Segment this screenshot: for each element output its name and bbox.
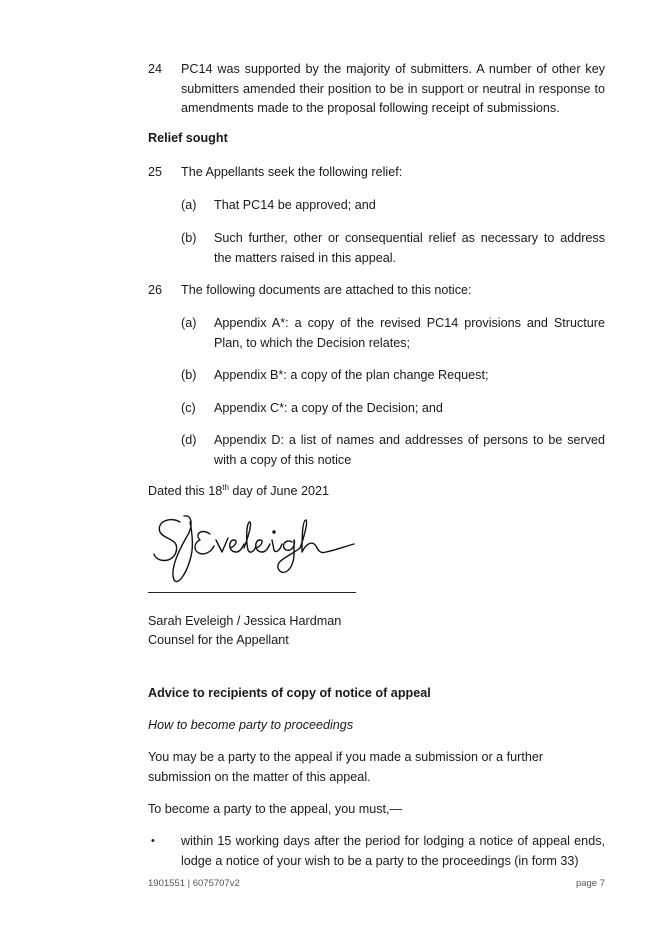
para-26-item-a-label: (a) [181,316,197,330]
advice-subheading: How to become party to proceedings [148,718,354,732]
signature-line [148,592,356,593]
dated-ordinal: th [222,482,229,492]
dated-prefix: Dated this 18 [148,484,223,498]
para-26-item-a-text: Appendix A*: a copy of the revised PC14 provisions and Structure Plan, to which the Decision relates; [214,316,605,350]
para-26-item-b-text: Appendix B*: a copy of the plan change Request; [214,368,489,382]
advice-paragraph-2: To become a party to the appeal, you must,— [148,802,403,816]
para-24-number: 24 [148,62,163,76]
relief-sought-heading: Relief sought [148,131,228,145]
para-25-item-a-label: (a) [181,198,197,212]
para-25-item-a-text: That PC14 be approved; and [214,198,376,212]
para-25-item-b-label: (b) [181,231,197,245]
para-26-number: 26 [148,283,163,297]
para-26-item-c-text: Appendix C*: a copy of the Decision; and [214,401,443,415]
signatory-names: Sarah Eveleigh / Jessica Hardman [148,614,342,628]
footer-page-number: page 7 [575,878,605,889]
para-25-item-b-text: Such further, other or consequential relief as necessary to address the matters raised in this appeal. [214,231,605,265]
bullet-marker: • [151,835,155,847]
para-26-item-c-label: (c) [181,401,196,415]
signatory-role: Counsel for the Appellant [148,633,289,647]
para-26-item-d-label: (d) [181,433,197,447]
para-25-text: The Appellants seek the following relief: [181,165,403,179]
advice-paragraph-1: You may be a party to the appeal if you made a submission or a further submission on the matter of this appeal. [148,750,544,784]
advice-heading: Advice to recipients of copy of notice of appeal [148,686,431,700]
dated-suffix: day of June 2021 [228,484,330,498]
dated-line [148,482,329,502]
bullet-1-text: within 15 working days after the period for lodging a notice of appeal ends, lodge a notice of your wish to be a party to the proceedings (in form 33) [181,834,605,868]
para-26-item-d-text: Appendix D: a list of names and addresses of persons to be served with a copy of this notice [214,433,605,467]
para-26-text: The following documents are attached to this notice: [181,283,472,297]
para-25-number: 25 [148,165,163,179]
para-26-item-b-label: (b) [181,368,197,382]
footer-document-ref: 1901551 | 6075707v2 [148,878,240,889]
para-24-text: PC14 was supported by the majority of submitters. A number of other key submitters amended their position to be in support or neutral in response to amendments made to the proposal following receipt of submissions. [181,62,605,115]
handwritten-signature [150,508,360,586]
